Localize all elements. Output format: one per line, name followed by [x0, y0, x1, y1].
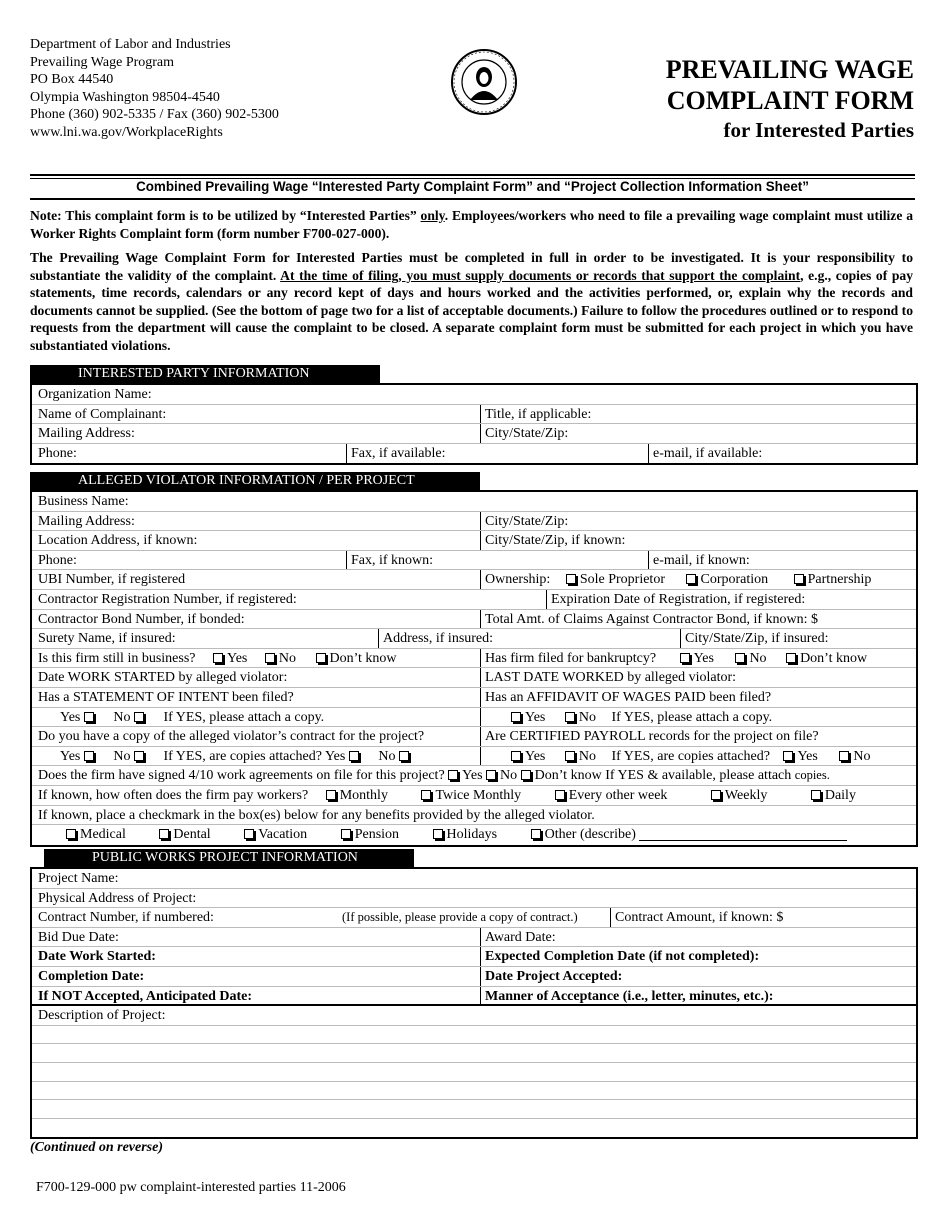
- email-label: e-mail, if available:: [648, 444, 762, 464]
- affidavit-no-checkbox[interactable]: [565, 712, 575, 722]
- ownership-group: [480, 570, 871, 589]
- intent-row: [32, 688, 916, 708]
- pension-checkbox[interactable]: [341, 829, 351, 839]
- title-label: Title, if applicable:: [480, 405, 591, 424]
- bond-label: Contractor Bond Number, if bonded:: [38, 611, 245, 627]
- location-row[interactable]: [32, 531, 916, 551]
- description-label: Description of Project:: [38, 1008, 166, 1024]
- copies-attached-label: If YES, are copies attached?: [163, 748, 322, 764]
- contract-yes-checkbox[interactable]: [84, 751, 94, 761]
- contract-row[interactable]: [32, 908, 916, 928]
- in-business-no-checkbox[interactable]: [265, 653, 275, 663]
- four-ten-dontknow-checkbox[interactable]: [521, 770, 531, 780]
- no-label: No: [113, 709, 131, 725]
- violator-section: [30, 490, 918, 847]
- surety-city-label: City/State/Zip, if insured:: [680, 629, 829, 648]
- bankruptcy-label: Has firm filed for bankruptcy?: [485, 650, 657, 666]
- location-city-label: City/State/Zip, if known:: [480, 531, 625, 550]
- every-other-week-label: Every other week: [568, 787, 668, 803]
- description-line: [32, 1082, 916, 1101]
- instructions-text: The Prevailing Wage Complaint Form for Interested Parties must be completed in full in order to be investigated. It is your responsibility to substantiate the validity of the complaint.: [30, 250, 913, 283]
- state-seal-icon: [450, 48, 518, 116]
- four-ten-group: [32, 766, 830, 785]
- address-line: PO Box 44540: [30, 72, 114, 88]
- agency-address: [30, 36, 279, 142]
- in-business-yes-checkbox[interactable]: [213, 653, 223, 663]
- holidays-checkbox[interactable]: [433, 829, 443, 839]
- certified-yes-checkbox[interactable]: [511, 751, 521, 761]
- project-banner: PUBLIC WORKS PROJECT INFORMATION: [44, 849, 414, 867]
- weekly-label: Weekly: [724, 787, 768, 803]
- every-other-week-checkbox[interactable]: [555, 790, 565, 800]
- contract-amount-label: Contract Amount, if known: $: [610, 908, 783, 927]
- affidavit-label: Has an AFFIDAVIT OF WAGES PAID been filed?: [480, 688, 771, 707]
- location-label: Location Address, if known:: [38, 533, 198, 549]
- v-mailing-row[interactable]: [32, 512, 916, 532]
- no-label: No: [749, 650, 767, 666]
- form-number-footer: F700-129-000 pw complaint-interested parties 11-2006: [36, 1180, 346, 1195]
- note-emphasis: only: [420, 208, 445, 223]
- certified-label: Are CERTIFIED PAYROLL records for the project on file?: [480, 727, 819, 746]
- last-date-label: LAST DATE WORKED by alleged violator:: [480, 668, 736, 687]
- yes-label: Yes: [60, 709, 81, 725]
- project-address-row[interactable]: [32, 889, 916, 909]
- attach-copy-label: If YES, please attach a copy.: [611, 709, 773, 725]
- violator-banner: ALLEGED VIOLATOR INFORMATION / PER PROJECT: [30, 472, 480, 490]
- contract-copy-answer-row: [32, 747, 916, 767]
- v-phone-label: Phone:: [38, 552, 77, 568]
- project-address-label: Physical Address of Project:: [38, 890, 197, 906]
- note-text: . Employees/workers who need to file a prevailing wage complaint must utilize a Worker Rights Complaint form (form number F700-027-000).: [30, 208, 913, 241]
- benefits-options-row: [32, 825, 916, 845]
- instructions-paragraph: [30, 249, 913, 355]
- no-label: No: [278, 650, 296, 666]
- pay-often-row: [32, 786, 916, 806]
- interested-party-section: [30, 383, 918, 465]
- sole-proprietor-checkbox[interactable]: [566, 574, 576, 584]
- contract-copies-no-checkbox[interactable]: [399, 751, 409, 761]
- four-ten-no-checkbox[interactable]: [486, 770, 496, 780]
- address-line: Phone (360) 902-5335 / Fax (360) 902-5300: [30, 107, 279, 123]
- corporation-checkbox[interactable]: [686, 574, 696, 584]
- bond-row[interactable]: [32, 610, 916, 630]
- yes-label: Yes: [797, 748, 818, 764]
- description-line: [32, 1044, 916, 1063]
- certified-copies-yes-checkbox[interactable]: [783, 751, 793, 761]
- affidavit-answer-group: [480, 708, 772, 727]
- vacation-label: Vacation: [258, 827, 308, 843]
- started-row[interactable]: [32, 947, 916, 967]
- holidays-label: Holidays: [446, 827, 498, 843]
- attach-copy-label: If YES, please attach a copy.: [163, 709, 325, 725]
- partnership-label: Partnership: [807, 572, 872, 588]
- dont-know-label: Don’t know: [329, 650, 397, 666]
- business-row[interactable]: [32, 492, 916, 512]
- intent-label: Has a STATEMENT OF INTENT been filed?: [38, 689, 294, 705]
- daily-label: Daily: [824, 787, 856, 803]
- benefits-options-group: [60, 825, 910, 845]
- business-name-label: Business Name:: [38, 494, 129, 509]
- copies-attached-label: If YES, are copies attached?: [611, 748, 770, 764]
- org-row[interactable]: [32, 385, 916, 405]
- bankruptcy-group: [480, 649, 867, 668]
- pay-often-label: If known, how often does the firm pay workers?: [38, 787, 309, 803]
- monthly-checkbox[interactable]: [326, 790, 336, 800]
- no-label: No: [113, 748, 131, 764]
- project-name-label: Project Name:: [38, 871, 119, 886]
- yes-label: Yes: [60, 748, 81, 764]
- work-started-label: Date Work Started:: [38, 949, 156, 965]
- manner-label: Manner of Acceptance (i.e., letter, minutes, etc.):: [480, 987, 773, 1005]
- yes-label: Yes: [462, 768, 483, 784]
- date-started-label: Date WORK STARTED by alleged violator:: [38, 670, 288, 686]
- ubi-row[interactable]: [32, 570, 916, 590]
- mailing-row[interactable]: [32, 424, 916, 444]
- yes-label: Yes: [227, 650, 248, 666]
- other-benefit-checkbox[interactable]: [531, 829, 541, 839]
- medical-label: Medical: [80, 827, 126, 843]
- not-accepted-row[interactable]: [32, 987, 916, 1007]
- description-line: [32, 1100, 916, 1119]
- no-label: No: [378, 748, 396, 764]
- combined-form-heading: Combined Prevailing Wage “Interested Party Complaint Form” and “Project Collection Information Sheet”: [30, 174, 915, 200]
- dont-know-label: Don’t know: [800, 650, 868, 666]
- address-line: Department of Labor and Industries: [30, 37, 231, 52]
- award-label: Award Date:: [480, 928, 556, 947]
- mailing-address-label: Mailing Address:: [38, 426, 135, 442]
- benefits-label: If known, place a checkmark in the box(es) below for any benefits provided by the alleged violator.: [38, 807, 595, 823]
- other-describe-line[interactable]: [639, 827, 847, 841]
- intent-answer-row: [32, 708, 916, 728]
- surety-address-label: Address, if insured:: [378, 629, 493, 648]
- dont-know-label: Don’t know: [534, 768, 602, 784]
- phone-label: Phone:: [38, 445, 77, 461]
- complainant-row[interactable]: [32, 405, 916, 425]
- contract-copy-label: Do you have a copy of the alleged violator’s contract for the project?: [38, 729, 425, 745]
- no-label: No: [853, 748, 871, 764]
- intent-no-checkbox[interactable]: [134, 712, 144, 722]
- in-business-row[interactable]: [32, 649, 916, 669]
- description-line: [32, 1026, 916, 1045]
- dates-row[interactable]: [32, 668, 916, 688]
- benefits-row: [32, 806, 916, 826]
- interested-party-banner: INTERESTED PARTY INFORMATION: [30, 365, 380, 383]
- v-fax-label: Fax, if known:: [346, 551, 433, 570]
- contract-hint: (If possible, please provide a copy of contract.): [342, 910, 578, 925]
- twice-monthly-checkbox[interactable]: [421, 790, 431, 800]
- no-label: No: [578, 709, 596, 725]
- v-mailing-label: Mailing Address:: [38, 513, 135, 529]
- corporation-label: Corporation: [700, 572, 769, 588]
- bankruptcy-yes-checkbox[interactable]: [680, 653, 690, 663]
- in-business-label: Is this firm still in business?: [38, 650, 196, 666]
- in-business-dontknow-checkbox[interactable]: [316, 653, 326, 663]
- daily-checkbox[interactable]: [811, 790, 821, 800]
- ubi-label: UBI Number, if registered: [38, 572, 186, 588]
- four-ten-yes-checkbox[interactable]: [448, 770, 458, 780]
- sole-proprietor-label: Sole Proprietor: [579, 572, 665, 588]
- phone-row[interactable]: [32, 444, 916, 464]
- certified-copies-no-checkbox[interactable]: [839, 751, 849, 761]
- intent-yes-checkbox[interactable]: [84, 712, 94, 722]
- yes-label: Yes: [324, 748, 346, 764]
- dental-label: Dental: [173, 827, 211, 843]
- address-line: www.lni.wa.gov/WorkplaceRights: [30, 124, 223, 140]
- title-line-3: for Interested Parties: [723, 118, 914, 142]
- contract-copy-row: [32, 727, 916, 747]
- instructions-emphasis: At the time of filing, you must supply documents or records that support the complaint: [280, 267, 801, 283]
- description-area[interactable]: [32, 1026, 916, 1138]
- contractor-reg-row[interactable]: [32, 590, 916, 610]
- bankruptcy-dontknow-checkbox[interactable]: [786, 653, 796, 663]
- partnership-checkbox[interactable]: [794, 574, 804, 584]
- title-line-1: PREVAILING WAGE: [665, 55, 914, 84]
- project-name-row[interactable]: [32, 869, 916, 889]
- ownership-label: Ownership:: [485, 572, 551, 588]
- in-business-group: [32, 649, 397, 668]
- pay-often-group: [32, 786, 912, 805]
- intent-answer-group: [54, 708, 324, 727]
- city-state-zip-label: City/State/Zip:: [480, 424, 568, 443]
- yes-label: Yes: [525, 709, 546, 725]
- note-text: Note: This complaint form is to be utilized by “Interested Parties”: [30, 208, 421, 223]
- affidavit-yes-checkbox[interactable]: [511, 712, 521, 722]
- certified-answer-group: [480, 747, 870, 766]
- address-line: Prevailing Wage Program: [30, 54, 175, 70]
- description-row[interactable]: [32, 1006, 916, 1026]
- instructions-text: , e.g., copies of pay statements, time records, calendars or any record kept of days and hours worked and the activities performed, or, explain why the records and documents cannot be supplied. (See the bottom of page two for a list of acceptable documents.) Failure to follow the procedures outlined or to respond to requests from the department will cause the complaint to be closed. A separate complaint form must be submitted for each project in which you have substantiated violations.: [30, 267, 913, 353]
- pension-label: Pension: [354, 827, 400, 843]
- other-benefit-label: Other (describe): [544, 827, 636, 843]
- contractor-reg-label: Contractor Registration Number, if registered:: [38, 591, 297, 607]
- expiration-label: Expiration Date of Registration, if registered:: [546, 590, 805, 609]
- contract-no-checkbox[interactable]: [134, 751, 144, 761]
- address-line: Olympia Washington 98504-4540: [30, 89, 220, 105]
- description-line: [32, 1119, 916, 1138]
- expected-completion-label: Expected Completion Date (if not completed):: [480, 947, 759, 966]
- contract-answer-group: [54, 747, 413, 766]
- four-ten-attach-label: If YES & available, please attach: [605, 768, 792, 784]
- four-ten-copies-label: copies.: [794, 768, 830, 783]
- contract-copies-yes-checkbox[interactable]: [349, 751, 359, 761]
- certified-no-checkbox[interactable]: [565, 751, 575, 761]
- bid-due-label: Bid Due Date:: [38, 929, 119, 945]
- form-title: [666, 54, 914, 145]
- bid-row[interactable]: [32, 928, 916, 948]
- claims-label: Total Amt. of Claims Against Contractor Bond, if known: $: [480, 610, 818, 629]
- four-ten-row: [32, 766, 916, 786]
- dental-checkbox[interactable]: [159, 829, 169, 839]
- project-section: [30, 867, 918, 1139]
- surety-label: Surety Name, if insured:: [38, 631, 176, 647]
- v-city-label: City/State/Zip:: [480, 512, 568, 531]
- completion-row[interactable]: [32, 967, 916, 987]
- note-paragraph: [30, 207, 913, 242]
- bankruptcy-no-checkbox[interactable]: [735, 653, 745, 663]
- v-email-label: e-mail, if known:: [648, 551, 750, 570]
- four-ten-label: Does the firm have signed 4/10 work agreements on file for this project?: [38, 768, 445, 784]
- medical-checkbox[interactable]: [66, 829, 76, 839]
- weekly-checkbox[interactable]: [711, 790, 721, 800]
- no-label: No: [500, 768, 518, 784]
- no-label: No: [578, 748, 596, 764]
- vacation-checkbox[interactable]: [244, 829, 254, 839]
- surety-row[interactable]: [32, 629, 916, 649]
- title-line-2: COMPLAINT FORM: [666, 86, 914, 115]
- twice-monthly-label: Twice Monthly: [435, 787, 522, 803]
- fax-label: Fax, if available:: [346, 444, 445, 464]
- date-accepted-label: Date Project Accepted:: [480, 967, 622, 986]
- yes-label: Yes: [525, 748, 546, 764]
- org-name-label: Organization Name:: [38, 387, 152, 402]
- v-phone-row[interactable]: [32, 551, 916, 571]
- contract-number-label: Contract Number, if numbered:: [38, 910, 214, 926]
- description-line: [32, 1063, 916, 1082]
- completion-date-label: Completion Date:: [38, 968, 145, 984]
- not-accepted-label: If NOT Accepted, Anticipated Date:: [38, 988, 252, 1004]
- monthly-label: Monthly: [339, 787, 388, 803]
- yes-label: Yes: [693, 650, 714, 666]
- continued-note: (Continued on reverse): [30, 1140, 163, 1155]
- complainant-name-label: Name of Complainant:: [38, 406, 167, 422]
